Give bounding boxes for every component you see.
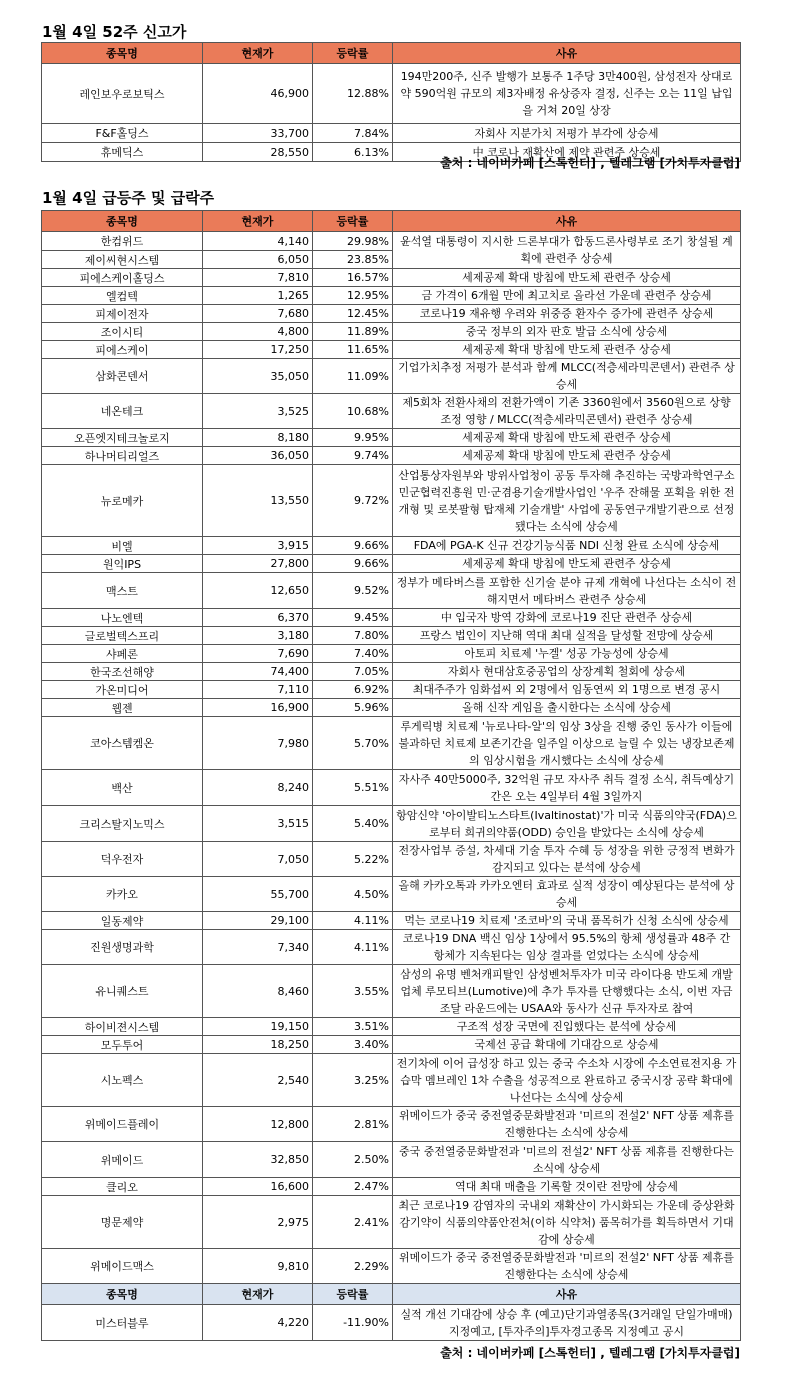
price-cell: 74,400 bbox=[203, 663, 313, 681]
change-cell: 2.41% bbox=[313, 1196, 393, 1249]
reason-cell: 세제공제 확대 방침에 반도체 관련주 상승세 bbox=[393, 269, 741, 287]
price-cell: 16,900 bbox=[203, 699, 313, 717]
table-row bbox=[42, 573, 741, 609]
table-row bbox=[42, 1196, 741, 1249]
table-row bbox=[42, 64, 741, 124]
header-reason: 사유 bbox=[393, 211, 741, 232]
header-price: 현재가 bbox=[203, 211, 313, 232]
stock-name-cell: 맥스트 bbox=[42, 573, 203, 609]
reason-cell: 아토피 치료제 '누겔' 성공 가능성에 상승세 bbox=[393, 645, 741, 663]
price-cell: 12,650 bbox=[203, 573, 313, 609]
table-row bbox=[42, 877, 741, 912]
table-row bbox=[42, 341, 741, 359]
stock-name-cell: 제이씨현시스템 bbox=[42, 251, 203, 269]
change-cell: 5.96% bbox=[313, 699, 393, 717]
stock-name-cell: 조이시티 bbox=[42, 323, 203, 341]
reason-cell: 中 코로나 재확산에 제약 관련주 상승세 bbox=[393, 143, 741, 162]
stock-name-cell: 진원생명과학 bbox=[42, 930, 203, 965]
reason-cell: 산업통상자원부와 방위사업청이 공동 투자해 추진하는 국방과학연구소 민군협력진흥원 민·군겸용기술개발사업인 '우주 잔해물 포획을 위한 전개형 및 로봇팔형 탑재체 기술개발' 사업에 공동연구개발기관으로 선정됐다는 소식에 상승세 bbox=[393, 465, 741, 537]
new-high-table bbox=[41, 42, 741, 162]
stock-name-cell: F&F홀딩스 bbox=[42, 124, 203, 143]
price-cell: 2,540 bbox=[203, 1054, 313, 1107]
change-cell: 16.57% bbox=[313, 269, 393, 287]
header-price: 현재가 bbox=[203, 43, 313, 64]
price-cell: 7,110 bbox=[203, 681, 313, 699]
reason-cell: 세제공제 확대 방침에 반도체 관련주 상승세 bbox=[393, 429, 741, 447]
change-cell: 7.40% bbox=[313, 645, 393, 663]
price-cell: 9,810 bbox=[203, 1249, 313, 1284]
reason-cell: 자회사 현대삼호중공업의 상장계획 철회에 상승세 bbox=[393, 663, 741, 681]
table-row bbox=[42, 1018, 741, 1036]
price-cell: 3,515 bbox=[203, 806, 313, 842]
stock-name-cell: 휴메딕스 bbox=[42, 143, 203, 162]
table-header-row bbox=[42, 211, 741, 232]
change-cell: 4.11% bbox=[313, 930, 393, 965]
stock-name-cell: 모두투어 bbox=[42, 1036, 203, 1054]
table-row bbox=[42, 1178, 741, 1196]
change-cell: 5.51% bbox=[313, 770, 393, 806]
reason-cell: 루게릭병 치료제 '뉴로나타-알'의 임상 3상을 진행 중인 동사가 이들에 불과하던 치료제 보존기간을 일주일 이상으로 늘릴 수 있는 냉장보존제의 임상시험을 개시했다는 소식에 상승세 bbox=[393, 717, 741, 770]
table-row bbox=[42, 645, 741, 663]
stock-name-cell: 유니퀘스트 bbox=[42, 965, 203, 1018]
price-cell: 3,525 bbox=[203, 394, 313, 429]
change-cell: 9.72% bbox=[313, 465, 393, 537]
table-header-row bbox=[42, 43, 741, 64]
reason-cell: 역대 최대 매출을 기록할 것이란 전망에 상승세 bbox=[393, 1178, 741, 1196]
change-cell: 9.52% bbox=[313, 573, 393, 609]
stock-name-cell: 한국조선해양 bbox=[42, 663, 203, 681]
price-cell: 7,690 bbox=[203, 645, 313, 663]
header-reason: 사유 bbox=[393, 43, 741, 64]
change-cell: 3.40% bbox=[313, 1036, 393, 1054]
reason-cell: 세제공제 확대 방침에 반도체 관련주 상승세 bbox=[393, 555, 741, 573]
change-cell: -11.90% bbox=[313, 1305, 393, 1341]
table-row bbox=[42, 447, 741, 465]
table-row bbox=[42, 305, 741, 323]
table-row bbox=[42, 537, 741, 555]
table-row bbox=[42, 717, 741, 770]
table-row bbox=[42, 1054, 741, 1107]
table-row bbox=[42, 1305, 741, 1341]
price-cell: 55,700 bbox=[203, 877, 313, 912]
price-cell: 6,370 bbox=[203, 609, 313, 627]
price-cell: 2,975 bbox=[203, 1196, 313, 1249]
stock-name-cell: 덕우전자 bbox=[42, 842, 203, 877]
change-cell: 4.11% bbox=[313, 912, 393, 930]
table-row bbox=[42, 699, 741, 717]
change-cell: 11.09% bbox=[313, 359, 393, 394]
reason-cell: 세제공제 확대 방침에 반도체 관련주 상승세 bbox=[393, 447, 741, 465]
table-row bbox=[42, 1107, 741, 1142]
source-note: 출처 : 네이버카페 [스톡헌터] , 텔레그램 [가치투자클럽] bbox=[440, 1346, 740, 1360]
price-cell: 8,180 bbox=[203, 429, 313, 447]
reason-cell: FDA에 PGA-K 신규 건강기능식품 NDI 신청 완료 소식에 상승세 bbox=[393, 537, 741, 555]
stock-name-cell: 원익IPS bbox=[42, 555, 203, 573]
change-cell: 9.95% bbox=[313, 429, 393, 447]
price-cell: 7,810 bbox=[203, 269, 313, 287]
movers-table bbox=[41, 210, 741, 1341]
stock-name-cell: 크리스탈지노믹스 bbox=[42, 806, 203, 842]
price-cell: 46,900 bbox=[203, 64, 313, 124]
change-cell: 12.88% bbox=[313, 64, 393, 124]
price-cell: 32,850 bbox=[203, 1142, 313, 1178]
price-cell: 13,550 bbox=[203, 465, 313, 537]
stock-name-cell: 코아스템켐온 bbox=[42, 717, 203, 770]
table-row bbox=[42, 287, 741, 305]
reason-cell: 전기차에 이어 급성장 하고 있는 중국 수소차 시장에 수소연료전지용 가습막 멤브레인 1차 수출을 성공적으로 완료하고 중국시장 공략 확대에 나선다는 소식에 상승세 bbox=[393, 1054, 741, 1107]
stock-name-cell: 글로벌텍스프리 bbox=[42, 627, 203, 645]
price-cell: 4,140 bbox=[203, 232, 313, 251]
change-cell: 3.25% bbox=[313, 1054, 393, 1107]
change-cell: 11.65% bbox=[313, 341, 393, 359]
reason-cell: 자회사 지분가치 저평가 부각에 상승세 bbox=[393, 124, 741, 143]
change-cell: 11.89% bbox=[313, 323, 393, 341]
price-cell: 3,915 bbox=[203, 537, 313, 555]
table-row bbox=[42, 1249, 741, 1284]
stock-name-cell: 나노엔텍 bbox=[42, 609, 203, 627]
price-cell: 4,220 bbox=[203, 1305, 313, 1341]
table-row bbox=[42, 609, 741, 627]
table-row bbox=[42, 627, 741, 645]
change-cell: 3.55% bbox=[313, 965, 393, 1018]
stock-name-cell: 일동제약 bbox=[42, 912, 203, 930]
price-cell: 33,700 bbox=[203, 124, 313, 143]
reason-cell: 코로나19 DNA 백신 임상 1상에서 95.5%의 항체 생성률과 48주 간 항체가 지속된다는 임상 결과를 얻었다는 소식에 상승세 bbox=[393, 930, 741, 965]
stock-name-cell: 위메이드플레이 bbox=[42, 1107, 203, 1142]
table-row bbox=[42, 465, 741, 537]
reason-cell: 세제공제 확대 방침에 반도체 관련주 상승세 bbox=[393, 341, 741, 359]
reason-cell: 국제선 공급 확대에 기대감으로 상승세 bbox=[393, 1036, 741, 1054]
change-cell: 12.95% bbox=[313, 287, 393, 305]
fall-header-row bbox=[42, 1284, 741, 1305]
stock-name-cell: 레인보우로보틱스 bbox=[42, 64, 203, 124]
stock-name-cell: 피에스케이홀딩스 bbox=[42, 269, 203, 287]
table-row bbox=[42, 323, 741, 341]
stock-name-cell: 하나머티리얼즈 bbox=[42, 447, 203, 465]
stock-name-cell: 명문제약 bbox=[42, 1196, 203, 1249]
table-row bbox=[42, 1036, 741, 1054]
header-stock-name: 종목명 bbox=[42, 43, 203, 64]
change-cell: 9.45% bbox=[313, 609, 393, 627]
price-cell: 8,240 bbox=[203, 770, 313, 806]
reason-cell: 기업가치추정 저평가 분석과 함께 MLCC(적층세라믹콘덴서) 관련주 상승세 bbox=[393, 359, 741, 394]
stock-name-cell: 백산 bbox=[42, 770, 203, 806]
reason-cell: 중국 중전열중문화발전과 '미르의 전설2' NFT 상품 제휴를 진행한다는 소식에 상승세 bbox=[393, 1142, 741, 1178]
table-row bbox=[42, 269, 741, 287]
reason-cell: 윤석열 대통령이 지시한 드론부대가 합동드론사령부로 조기 창설될 계획에 관련주 상승세 bbox=[393, 232, 741, 269]
reason-cell: 먹는 코로나19 치료제 '조코바'의 국내 품목허가 신청 소식에 상승세 bbox=[393, 912, 741, 930]
change-cell: 2.29% bbox=[313, 1249, 393, 1284]
price-cell: 3,180 bbox=[203, 627, 313, 645]
table-row bbox=[42, 930, 741, 965]
price-cell: 6,050 bbox=[203, 251, 313, 269]
stock-name-cell: 뉴로메카 bbox=[42, 465, 203, 537]
table-row bbox=[42, 770, 741, 806]
change-cell: 9.66% bbox=[313, 555, 393, 573]
change-cell: 3.51% bbox=[313, 1018, 393, 1036]
reason-cell: 위메이드가 중국 중전열중문화발전과 '미르의 전설2' NFT 상품 제휴를 진행한다는 소식에 상승세 bbox=[393, 1249, 741, 1284]
price-cell: 4,800 bbox=[203, 323, 313, 341]
change-cell: 6.13% bbox=[313, 143, 393, 162]
stock-name-cell: 클리오 bbox=[42, 1178, 203, 1196]
source-note: 출처 : 네이버카페 [스톡헌터] , 텔레그램 [가치투자클럽] bbox=[440, 156, 740, 170]
fall-header-reason: 사유 bbox=[393, 1284, 741, 1305]
stock-name-cell: 비엘 bbox=[42, 537, 203, 555]
table-row bbox=[42, 1142, 741, 1178]
stock-name-cell: 가온미디어 bbox=[42, 681, 203, 699]
change-cell: 5.70% bbox=[313, 717, 393, 770]
price-cell: 16,600 bbox=[203, 1178, 313, 1196]
price-cell: 18,250 bbox=[203, 1036, 313, 1054]
change-cell: 9.66% bbox=[313, 537, 393, 555]
change-cell: 7.05% bbox=[313, 663, 393, 681]
stock-name-cell: 하이비젼시스템 bbox=[42, 1018, 203, 1036]
table-row bbox=[42, 806, 741, 842]
change-cell: 2.50% bbox=[313, 1142, 393, 1178]
header-change: 등락률 bbox=[313, 43, 393, 64]
change-cell: 12.45% bbox=[313, 305, 393, 323]
change-cell: 6.92% bbox=[313, 681, 393, 699]
price-cell: 28,550 bbox=[203, 143, 313, 162]
change-cell: 7.84% bbox=[313, 124, 393, 143]
reason-cell: 中 입국자 방역 강화에 코로나19 진단 관련주 상승세 bbox=[393, 609, 741, 627]
header-change: 등락률 bbox=[313, 211, 393, 232]
fall-header-stock-name: 종목명 bbox=[42, 1284, 203, 1305]
reason-cell: 중국 정부의 외자 판호 발급 소식에 상승세 bbox=[393, 323, 741, 341]
price-cell: 17,250 bbox=[203, 341, 313, 359]
reason-cell: 194만200주, 신주 발행가 보통주 1주당 3만400원, 삼성전자 상대로 약 590억원 규모의 제3자배정 유상증자 결정, 신주는 오는 11일 납입을 거쳐 20일 상장 bbox=[393, 64, 741, 124]
fall-header-price: 현재가 bbox=[203, 1284, 313, 1305]
reason-cell: 구조적 성장 국면에 진입했다는 분석에 상승세 bbox=[393, 1018, 741, 1036]
price-cell: 1,265 bbox=[203, 287, 313, 305]
table-row bbox=[42, 232, 741, 251]
stock-name-cell: 피제이전자 bbox=[42, 305, 203, 323]
change-cell: 23.85% bbox=[313, 251, 393, 269]
table-row bbox=[42, 124, 741, 143]
change-cell: 2.47% bbox=[313, 1178, 393, 1196]
table2-title: 1월 4일 급등주 및 급락주 bbox=[42, 189, 215, 207]
price-cell: 19,150 bbox=[203, 1018, 313, 1036]
reason-cell: 전장사업부 증설, 차세대 기술 투자 수혜 등 성장을 위한 긍정적 변화가 감지되고 있다는 분석에 상승세 bbox=[393, 842, 741, 877]
table-row bbox=[42, 394, 741, 429]
price-cell: 7,680 bbox=[203, 305, 313, 323]
change-cell: 7.80% bbox=[313, 627, 393, 645]
stock-name-cell: 웹젠 bbox=[42, 699, 203, 717]
stock-name-cell: 한컴위드 bbox=[42, 232, 203, 251]
change-cell: 29.98% bbox=[313, 232, 393, 251]
reason-cell: 삼성의 유명 벤처캐피탈인 삼성벤처투자가 미국 라이다용 반도체 개발업체 루모티브(Lumotive)에 추가 투자를 단행했다는 소식, 이번 자금 조달 라운드에는 USAA와 동사가 신규 투자자로 참여 bbox=[393, 965, 741, 1018]
reason-cell: 올해 카카오톡과 카카오엔터 효과로 실적 성장이 예상된다는 분석에 상승세 bbox=[393, 877, 741, 912]
reason-cell: 금 가격이 6개월 만에 최고치로 올라선 가운데 관련주 상승세 bbox=[393, 287, 741, 305]
table-row bbox=[42, 912, 741, 930]
stock-name-cell: 피에스케이 bbox=[42, 341, 203, 359]
reason-cell: 위메이드가 중국 중전열중문화발전과 '미르의 전설2' NFT 상품 제휴를 진행한다는 소식에 상승세 bbox=[393, 1107, 741, 1142]
table1-title: 1월 4일 52주 신고가 bbox=[42, 23, 187, 41]
stock-name-cell: 시노펙스 bbox=[42, 1054, 203, 1107]
stock-name-cell: 위메이드맥스 bbox=[42, 1249, 203, 1284]
reason-cell: 프랑스 법인이 지난해 역대 최대 실적을 달성할 전망에 상승세 bbox=[393, 627, 741, 645]
reason-cell: 항암신약 '아이발티노스타트(Ivaltinostat)'가 미국 식품의약국(FDA)으로부터 희귀의약품(ODD) 승인을 받았다는 소식에 상승세 bbox=[393, 806, 741, 842]
table-row bbox=[42, 429, 741, 447]
reason-cell: 자사주 40만5000주, 32억원 규모 자사주 취득 결정 소식, 취득예상기간은 오는 4일부터 4월 3일까지 bbox=[393, 770, 741, 806]
stock-name-cell: 위메이드 bbox=[42, 1142, 203, 1178]
table-row bbox=[42, 663, 741, 681]
change-cell: 9.74% bbox=[313, 447, 393, 465]
change-cell: 5.22% bbox=[313, 842, 393, 877]
price-cell: 12,800 bbox=[203, 1107, 313, 1142]
stock-name-cell: 엘컴텍 bbox=[42, 287, 203, 305]
reason-cell: 최근 코로나19 감염자의 국내외 재확산이 가시화되는 가운데 증상완화 감기약이 식품의약품안전처(이하 식약처) 품목허가를 획득하면서 기대감에 상승세 bbox=[393, 1196, 741, 1249]
reason-cell: 최대주주가 임화섭씨 외 2명에서 임동연씨 외 1명으로 변경 공시 bbox=[393, 681, 741, 699]
stock-name-cell: 샤페론 bbox=[42, 645, 203, 663]
reason-cell: 코로나19 재유행 우려와 위중증 환자수 증가에 관련주 상승세 bbox=[393, 305, 741, 323]
table-row bbox=[42, 965, 741, 1018]
stock-name-cell: 오픈엣지테크놀로지 bbox=[42, 429, 203, 447]
reason-cell: 정부가 메타버스를 포함한 신기술 분야 규제 개혁에 나선다는 소식이 전해지면서 메타버스 관련주 상승세 bbox=[393, 573, 741, 609]
reason-cell: 올해 신작 게임을 출시한다는 소식에 상승세 bbox=[393, 699, 741, 717]
stock-name-cell: 카카오 bbox=[42, 877, 203, 912]
change-cell: 5.40% bbox=[313, 806, 393, 842]
stock-name-cell: 미스터블루 bbox=[42, 1305, 203, 1341]
stock-name-cell: 삼화콘덴서 bbox=[42, 359, 203, 394]
change-cell: 10.68% bbox=[313, 394, 393, 429]
reason-cell: 실적 개선 기대감에 상승 후 (예고)단기과열종목(3거래일 단일가매매) 지정예고, [투자주의]투자경고종목 지정예고 공시 bbox=[393, 1305, 741, 1341]
price-cell: 36,050 bbox=[203, 447, 313, 465]
price-cell: 29,100 bbox=[203, 912, 313, 930]
price-cell: 8,460 bbox=[203, 965, 313, 1018]
change-cell: 2.81% bbox=[313, 1107, 393, 1142]
price-cell: 7,050 bbox=[203, 842, 313, 877]
table-row bbox=[42, 555, 741, 573]
stock-name-cell: 네온테크 bbox=[42, 394, 203, 429]
price-cell: 7,980 bbox=[203, 717, 313, 770]
change-cell: 4.50% bbox=[313, 877, 393, 912]
header-stock-name: 종목명 bbox=[42, 211, 203, 232]
fall-header-change: 등락률 bbox=[313, 1284, 393, 1305]
table-row bbox=[42, 681, 741, 699]
price-cell: 7,340 bbox=[203, 930, 313, 965]
price-cell: 27,800 bbox=[203, 555, 313, 573]
price-cell: 35,050 bbox=[203, 359, 313, 394]
reason-cell: 제5회차 전환사채의 전환가액이 기존 3360원에서 3560원으로 상향 조정 영향 / MLCC(적층세라믹콘덴서) 관련주 상승세 bbox=[393, 394, 741, 429]
table-row bbox=[42, 359, 741, 394]
table-row bbox=[42, 842, 741, 877]
